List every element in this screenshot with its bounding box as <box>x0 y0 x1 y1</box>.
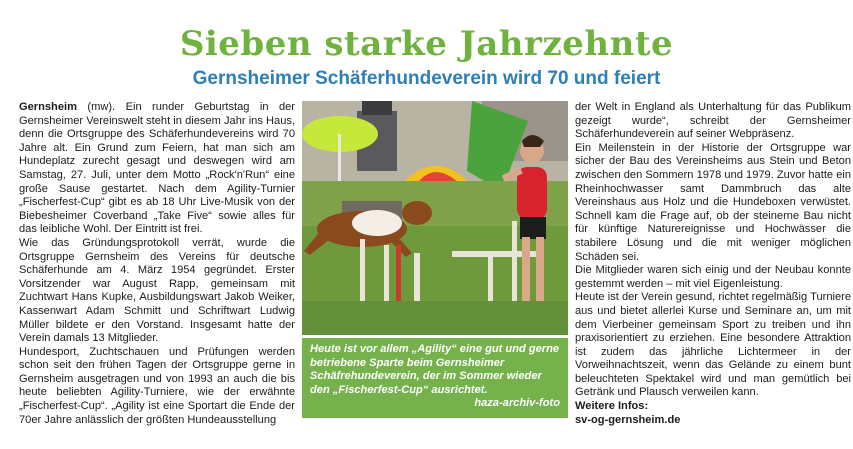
agility-photo <box>302 101 568 335</box>
paragraph-text: (mw). Ein runder Geburtstag in der Gernsheimer Vereinswelt steht in diesem Jahr ins Haus, denn die Ortsgruppe des Schäferhundevereins wird 70 Jahre alt. Ein Grund zum Feiern, hat man sich am Hundeplatz zurecht gesagt und deswegen wird am Samstag, 27. Juli, unter dem Motto „Rock'n'Run“ eine große Sause gestartet. Nach dem Agility-Turnier „Fischerfest-Cup“ gibt es ab 18 Uhr Live-Musik von der Biebesheimer Coverband „Take Five“ sowie alles für das leibliche Wohl. Der Eintritt ist frei. <box>19 101 295 236</box>
paragraph: Die Mitglieder waren sich einig und der Neubau konnte gestemmt werden – mit viel Eigenleistung. <box>575 264 851 290</box>
article-column-left <box>19 101 295 427</box>
paragraph: Ein Meilenstein in der Historie der Ortsgruppe war sicher der Bau des Vereinsheims aus Stein und Beton zwischen den Sommern 1978 und 1979. Zuvor hatte ein Rheinhochwasser samt Dammbruch das alte Vereinshaus aus Holz und die Hundeboxen verwüstet. Schnell kam die Frage auf, ob der steinerne Bau nicht für künftige Naturereignisse und Hochwässer die stabilere Lösung und die mit weniger möglichen Schäden sei. <box>575 141 851 263</box>
dateline: Gernsheim <box>19 101 77 113</box>
headline: Sieben starke Jahrzehnte <box>179 24 674 64</box>
agility-photo-illustration <box>302 101 568 335</box>
subheadline: Gernsheimer Schäferhundeverein wird 70 und feiert <box>192 68 661 89</box>
article-column-right <box>575 101 851 427</box>
photo-credit: haza-archiv-foto <box>474 397 560 410</box>
paragraph: Heute ist der Verein gesund, richtet regelmäßig Turniere aus und bietet allerlei Kurse und Seminare an, um mit dem Vierbeiner gemeinsam Sport zu treiben und ihn praxisorientiert zu erziehen. Eine besondere Attraktion ist zudem das jährliche Lichtermeer in der Vorweihnachtszeit, wenn das Gelände zu einem bunt beleuchteten Spektakel wird und man gemütlich bei Getränk und Plausch verweilen kann. <box>575 291 851 399</box>
paragraph: Wie das Gründungsprotokoll verrät, wurde die Ortsgruppe Gernsheim des Vereins für deutsche Schäferhunde am 4. März 1954 gegründet. Erster Vorsitzender war August Rapp, gemeinsam mit Zuchtwart Hans Kupke, Ausbildungswart Jakob Weiker, Kassenwart Adam Schmitt und Schriftwart Ludwig Müller bildete er den Vorstand. Insgesamt hatte der Verein damals 13 Mitglieder. <box>19 236 295 345</box>
website-link[interactable]: sv-og-gernsheim.de <box>575 413 681 426</box>
more-info-label: Weitere Infos: <box>575 400 649 413</box>
caption-text: Heute ist vor allem „Agility“ eine gut und gerne betriebene Sparte beim Gernsheimer Schäfrehundeverein, der im Sommer wieder den „Fischerfest-Cup“ ausrichtet. <box>310 343 560 396</box>
paragraph: der Welt in England als Unterhaltung für das Publikum gezeigt wurde“, schreibt der Gernsheimer Schäferhundeverein auf seiner Webpräsenz. <box>575 101 851 141</box>
paragraph: Hundesport, Zuchtschauen und Prüfungen werden schon seit den frühen Tagen der Ortsgruppe gerne in Gernsheim ausgetragen und von 1993 an auch die bis heute beliebten Agility-Turniere, wie der erwähnte „Fischerfest-Cup“. „Agility ist eine Sportart die Ende der 70er Jahre anlässlich der größten Hundeausstellung <box>19 345 295 426</box>
photo-caption <box>302 338 568 418</box>
paragraph <box>19 101 295 237</box>
